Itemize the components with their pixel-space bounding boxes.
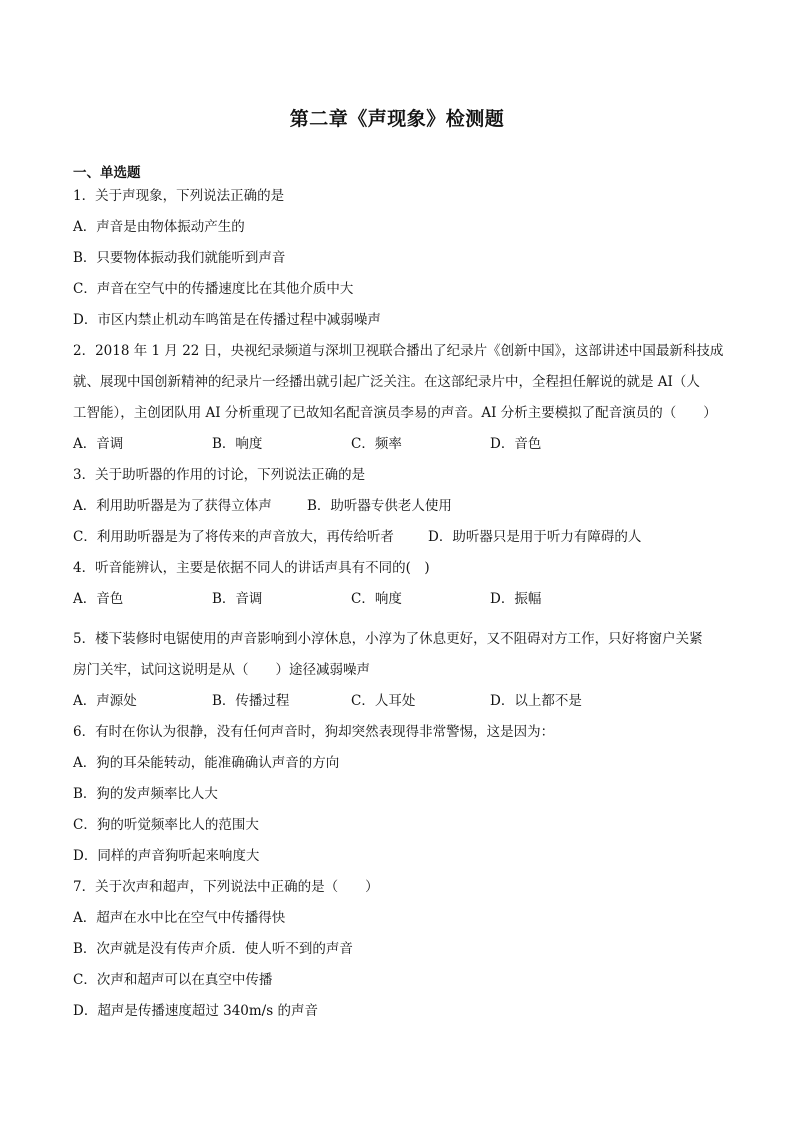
question-stem: 4．听音能辨认，主要是依据不同人的讲话声具有不同的( ) <box>73 560 430 576</box>
option-a: A．超声在水中比在空气中传播得快 <box>73 910 286 926</box>
question-stem: 1．关于声现象，下列说法正确的是 <box>73 188 285 204</box>
option-b: B．音调 <box>212 591 263 607</box>
option-a: A．音色 <box>73 591 124 607</box>
option-d: D．同样的声音狗听起来响度大 <box>73 848 260 864</box>
option-b: B．助听器专供老人使用 <box>307 498 452 514</box>
question-stem: 7．关于次声和超声，下列说法中正确的是（ ） <box>73 879 379 895</box>
question-stem: 3．关于助听器的作用的讨论，下列说法正确的是 <box>73 467 366 483</box>
option-d: D．市区内禁止机动车鸣笛是在传播过程中减弱噪声 <box>73 312 381 328</box>
option-c: C．声音在空气中的传播速度比在其他介质中大 <box>73 281 354 297</box>
options-row-1 <box>73 495 725 526</box>
option-b: B．只要物体振动我们就能听到声音 <box>73 250 286 266</box>
question-stem-line-2: 就、展现中国创新精神的纪录片一经播出就引起广泛关注。在这部纪录片中，全程担任解说的就是 AI（人 <box>73 374 700 390</box>
option-c: C．响度 <box>351 591 402 607</box>
question-4 <box>73 557 725 619</box>
question-1 <box>73 185 725 340</box>
question-3 <box>73 464 725 557</box>
question-stem-line-1: 2．2018 年 1 月 22 日，央视纪录频道与深圳卫视联合播出了纪录片《创新中国》，这部讲述中国最新科技成 <box>73 343 724 359</box>
option-a: A．音调 <box>73 436 124 452</box>
option-d: D．以上都不是 <box>490 693 582 709</box>
option-b: B．响度 <box>212 436 263 452</box>
options-row-2 <box>73 526 725 557</box>
option-a: A．声音是由物体振动产生的 <box>73 219 245 235</box>
question-list <box>73 185 725 1031</box>
option-d: D．音色 <box>490 436 542 452</box>
question-6 <box>73 721 725 876</box>
option-b: B．狗的发声频率比人大 <box>73 786 218 802</box>
option-a: A．利用助听器是为了获得立体声 <box>73 498 272 514</box>
options-row <box>73 588 725 619</box>
options-row <box>73 690 725 721</box>
page-title: 第二章《声现象》检测题 <box>289 108 505 130</box>
question-stem-line-2: 房门关牢，试问这说明是从（ ）途径减弱噪声 <box>73 662 370 678</box>
option-c: C．狗的听觉频率比人的范围大 <box>73 817 259 833</box>
question-stem-line-3: 工智能），主创团队用 AI 分析重现了已故知名配音演员李易的声音。AI 分析主要模拟了配音演员的（ ） <box>73 405 717 421</box>
option-d: D．助听器只是用于听力有障碍的人 <box>428 529 642 545</box>
option-d: D．超声是传播速度超过 340m/s 的声音 <box>73 1003 318 1019</box>
question-stem: 6．有时在你认为很静，没有任何声音时，狗却突然表现得非常警惕，这是因为： <box>73 724 555 740</box>
option-c: C．频率 <box>351 436 402 452</box>
option-d: D．振幅 <box>490 591 542 607</box>
option-b: B．次声就是没有传声介质．使人听不到的声音 <box>73 941 353 957</box>
option-c: C．利用助听器是为了将传来的声音放大，再传给听者 <box>73 529 394 545</box>
option-a: A．狗的耳朵能转动，能准确确认声音的方向 <box>73 755 340 771</box>
question-7 <box>73 876 725 1031</box>
question-5 <box>73 628 725 721</box>
option-c: C．次声和超声可以在真空中传播 <box>73 972 273 988</box>
option-a: A．声源处 <box>73 693 137 709</box>
section-heading: 一、单选题 <box>73 165 141 181</box>
question-2 <box>73 340 725 464</box>
option-c: C．人耳处 <box>351 693 416 709</box>
question-stem-line-1: 5．楼下装修时电锯使用的声音影响到小淳休息，小淳为了休息更好，又不阻碍对方工作，只好将窗户关紧 <box>73 631 703 647</box>
options-row <box>73 433 725 464</box>
spacer <box>73 619 725 628</box>
option-b: B．传播过程 <box>212 693 290 709</box>
